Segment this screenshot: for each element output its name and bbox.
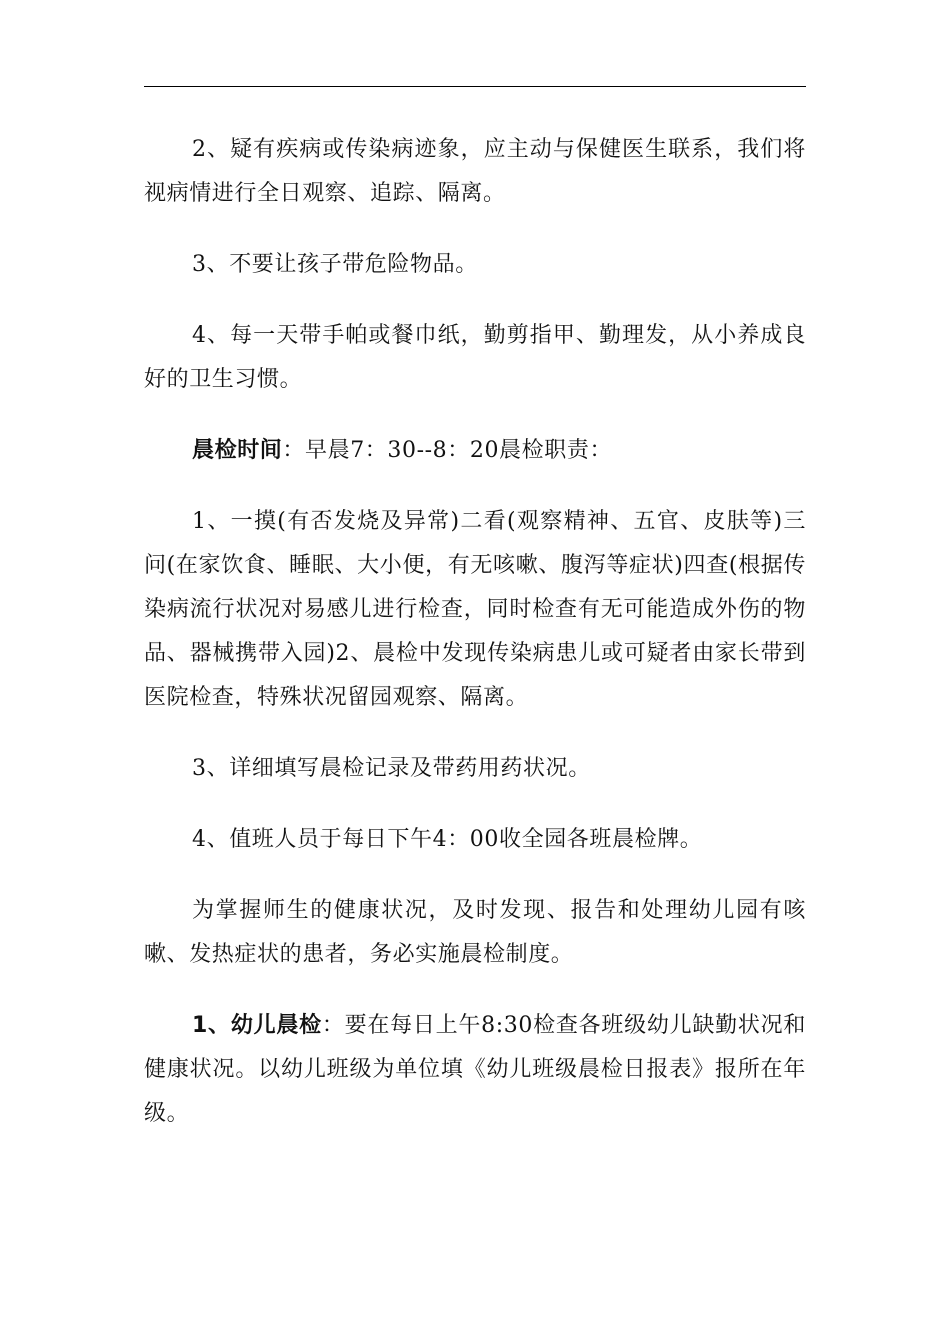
paragraph-hygiene-habits: 4、每一天带手帕或餐巾纸，勤剪指甲、勤理发，从小养成良好的卫生习惯。: [144, 323, 806, 392]
paragraph-check-procedure: 1、一摸(有否发烧及异常)二看(观察精神、五官、皮肤等)三问(在家饮食、睡眠、大小便，有无咳嗽、腹泻等症状)四查(根据传染病流行状况对易感儿进行检查，同时检查有无可能造成外伤的物品、器械携带入园)2、晨检中发现传染病患儿或可疑者由家长带到医院检查，特殊状况留园观察、隔离。: [144, 509, 806, 710]
check-time-heading: 晨检时间: [192, 438, 283, 463]
paragraph-child-check: [144, 1004, 806, 1136]
paragraph-purpose: 为掌握师生的健康状况，及时发现、报告和处理幼儿园有咳嗽、发热症状的患者，务必实施晨检制度。: [144, 898, 806, 967]
paragraph-no-dangerous-items: 3、不要让孩子带危险物品。: [192, 252, 478, 277]
check-time-text: ：早晨7：30--8：20晨检职责：: [282, 438, 613, 463]
paragraph-fill-records: 3、详细填写晨检记录及带药用药状况。: [192, 756, 591, 781]
header-rule: [144, 86, 806, 87]
child-check-heading: 1、幼儿晨检: [192, 1013, 322, 1038]
paragraph-collect-cards: 4、值班人员于每日下午4：00收全园各班晨检牌。: [192, 827, 703, 852]
child-check-text: ：要在每日上午8:30检查各班级幼儿缺勤状况和健康状况。以幼儿班级为单位填《幼儿班级晨检日报表》报所在年级。: [144, 1013, 806, 1126]
paragraph-check-time: [144, 429, 806, 473]
paragraph-report-illness: 2、疑有疾病或传染病迹象，应主动与保健医生联系，我们将视病情进行全日观察、追踪、隔离。: [144, 137, 806, 206]
document-body: [144, 128, 806, 1136]
